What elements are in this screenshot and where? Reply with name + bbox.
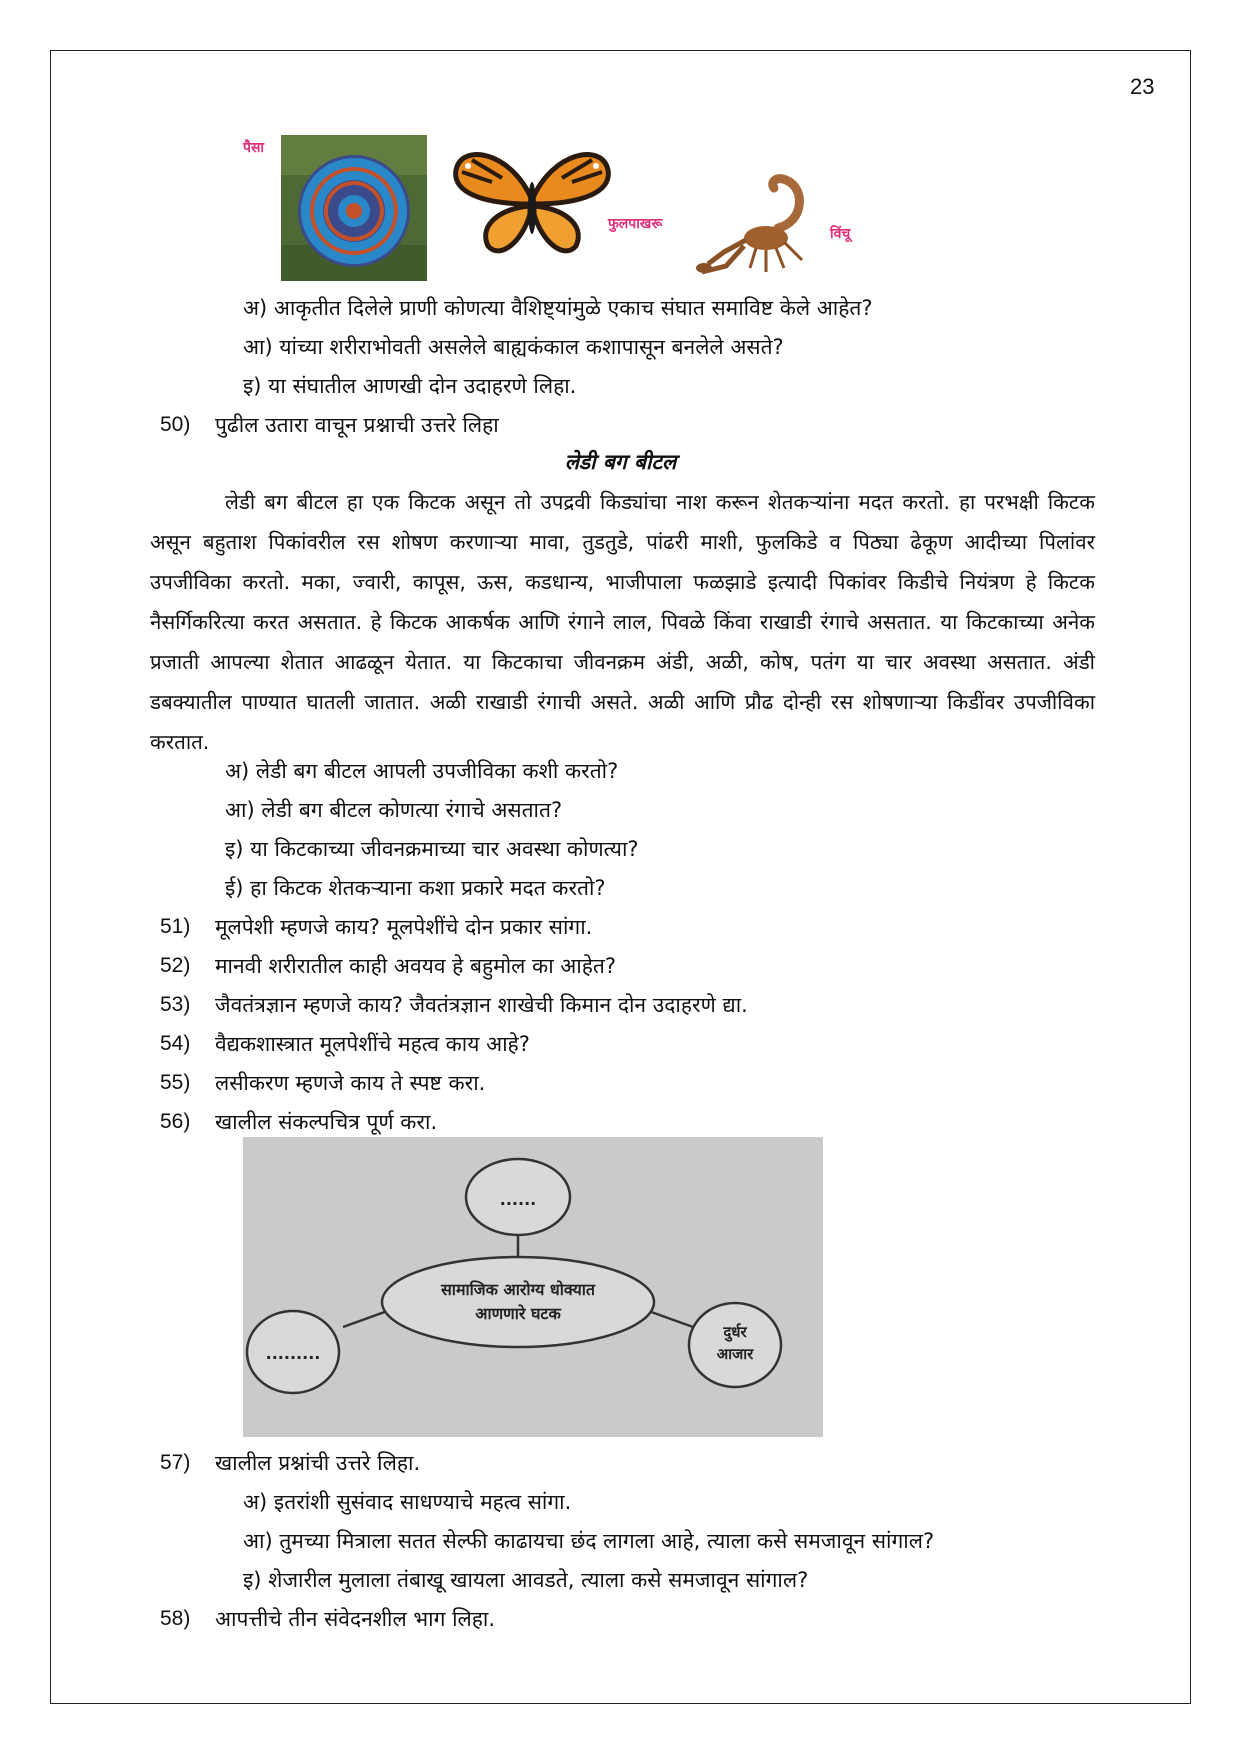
node-center-line1: सामाजिक आरोग्य धोक्यात xyxy=(440,1280,596,1299)
millipede-photo xyxy=(281,135,427,281)
page-number: 23 xyxy=(1130,74,1155,99)
q50-sub-c: इ) या किटकाच्या जीवनक्रमाच्या चार अवस्था कोणत्या? xyxy=(225,837,639,861)
q57-sub-a: अ) इतरांशी सुसंवाद साधण्याचे महत्व सांगा. xyxy=(243,1490,572,1514)
passage-title: लेडी बग बीटल xyxy=(564,450,677,474)
q50-text: पुढील उतारा वाचून प्रश्नाची उत्तरे लिहा xyxy=(215,413,499,437)
q57-sub-b: आ) तुमच्या मित्राला सतत सेल्फी काढायचा छंद लागला आहे, त्याला कसे समजावून सांगाल? xyxy=(243,1529,935,1553)
animal-question-c: इ) या संघातील आणखी दोन उदाहरणे लिहा. xyxy=(243,374,577,398)
q57-sub-c: इ) शेजारील मुलाला तंबाखू खायला आवडते, त्याला कसे समजावून सांगाल? xyxy=(243,1568,809,1592)
q54-text: वैद्यकशास्त्रात मूलपेशींचे महत्व काय आहे? xyxy=(215,1032,530,1056)
q50-number: 50) xyxy=(160,413,191,436)
q56-text: खालील संकल्पचित्र पूर्ण करा. xyxy=(215,1110,438,1134)
q55-number: 55) xyxy=(160,1071,191,1094)
q51-text: मूलपेशी म्हणजे काय? मूलपेशींचे दोन प्रकार सांगा. xyxy=(215,915,593,939)
node-center-line2: आणणारे घटक xyxy=(475,1304,561,1323)
millipede-caption: पैसा xyxy=(243,140,265,156)
q58-text: आपत्तीचे तीन संवेदनशील भाग लिहा. xyxy=(215,1607,496,1631)
animal-question-b: आ) यांच्या शरीराभोवती असलेले बाह्यकंकाल कशापासून बनलेले असते? xyxy=(243,335,784,359)
node-top-text: ...... xyxy=(499,1190,537,1209)
q52-number: 52) xyxy=(160,954,191,977)
q57-text: खालील प्रश्नांची उत्तरे लिहा. xyxy=(215,1451,421,1475)
passage-text: लेडी बग बीटल हा एक किटक असून तो उपद्रवी किड्यांचा नाश करून शेतकऱ्यांना मदत करतो. हा परभक्षी किटक असून बहुताश पिकांवरील रस शोषण करणाऱ्या मावा, तुडतुडे, पांढरी माशी, फुलकिडे व पिठ्या ढेकूण आदीच्या पिलांवर उपजीविका करतो. मका, ज्वारी, कापूस, ऊस, कडधान्य, भाजीपाला फळझाडे इत्यादी पिकांवर किडीचे नियंत्रण हे किटक नैसर्गिकरित्या करत असतात. हे किटक आकर्षक आणि रंगाने लाल, पिवळे किंवा राखाडी रंगाचे असतात. या किटकाच्या अनेक प्रजाती आपल्या शेतात आढळून येतात. या किटकाचा जीवनक्रम अंडी, अळी, कोष, पतंग या चार अवस्था असतात. अंडी डबक्यातील पाण्यात घातली जातात. अळी राखाडी रंगाची असते. अळी आणि प्रौढ दोन्ही रस शोषणाऱ्या किडींवर उपजीविका करतात. xyxy=(150,490,1095,754)
node-right-line2: आजार xyxy=(716,1345,754,1363)
q50-sub-b: आ) लेडी बग बीटल कोणत्या रंगाचे असतात? xyxy=(225,798,563,822)
q53-text: जैवतंत्रज्ञान म्हणजे काय? जैवतंत्रज्ञान शाखेची किमान दोन उदाहरणे द्या. xyxy=(215,993,748,1017)
node-center xyxy=(382,1257,654,1347)
q53-number: 53) xyxy=(160,993,191,1016)
q51-number: 51) xyxy=(160,915,191,938)
node-left-text: ......... xyxy=(265,1344,321,1363)
node-right-line1: दुर्धर xyxy=(723,1323,747,1341)
q50-sub-a: अ) लेडी बग बीटल आपली उपजीविका कशी करतो? xyxy=(225,759,619,783)
scorpion-caption: विंचू xyxy=(830,226,851,242)
q54-number: 54) xyxy=(160,1032,191,1055)
scorpion-photo xyxy=(686,168,836,286)
q50-sub-d: ई) हा किटक शेतकऱ्याना कशा प्रकारे मदत करतो? xyxy=(225,876,606,900)
animal-question-a: अ) आकृतीत दिलेले प्राणी कोणत्या वैशिष्ट्यांमुळे एकाच संघात समाविष्ट केले आहेत? xyxy=(243,296,873,320)
q56-number: 56) xyxy=(160,1110,191,1133)
q55-text: लसीकरण म्हणजे काय ते स्पष्ट करा. xyxy=(215,1071,486,1095)
butterfly-caption: फुलपाखरू xyxy=(608,216,663,232)
q52-text: मानवी शरीरातील काही अवयव हे बहुमोल का आहेत? xyxy=(215,954,617,978)
q58-number: 58) xyxy=(160,1607,191,1630)
concept-map xyxy=(243,1137,823,1437)
q57-number: 57) xyxy=(160,1451,191,1474)
butterfly-photo xyxy=(452,142,612,262)
